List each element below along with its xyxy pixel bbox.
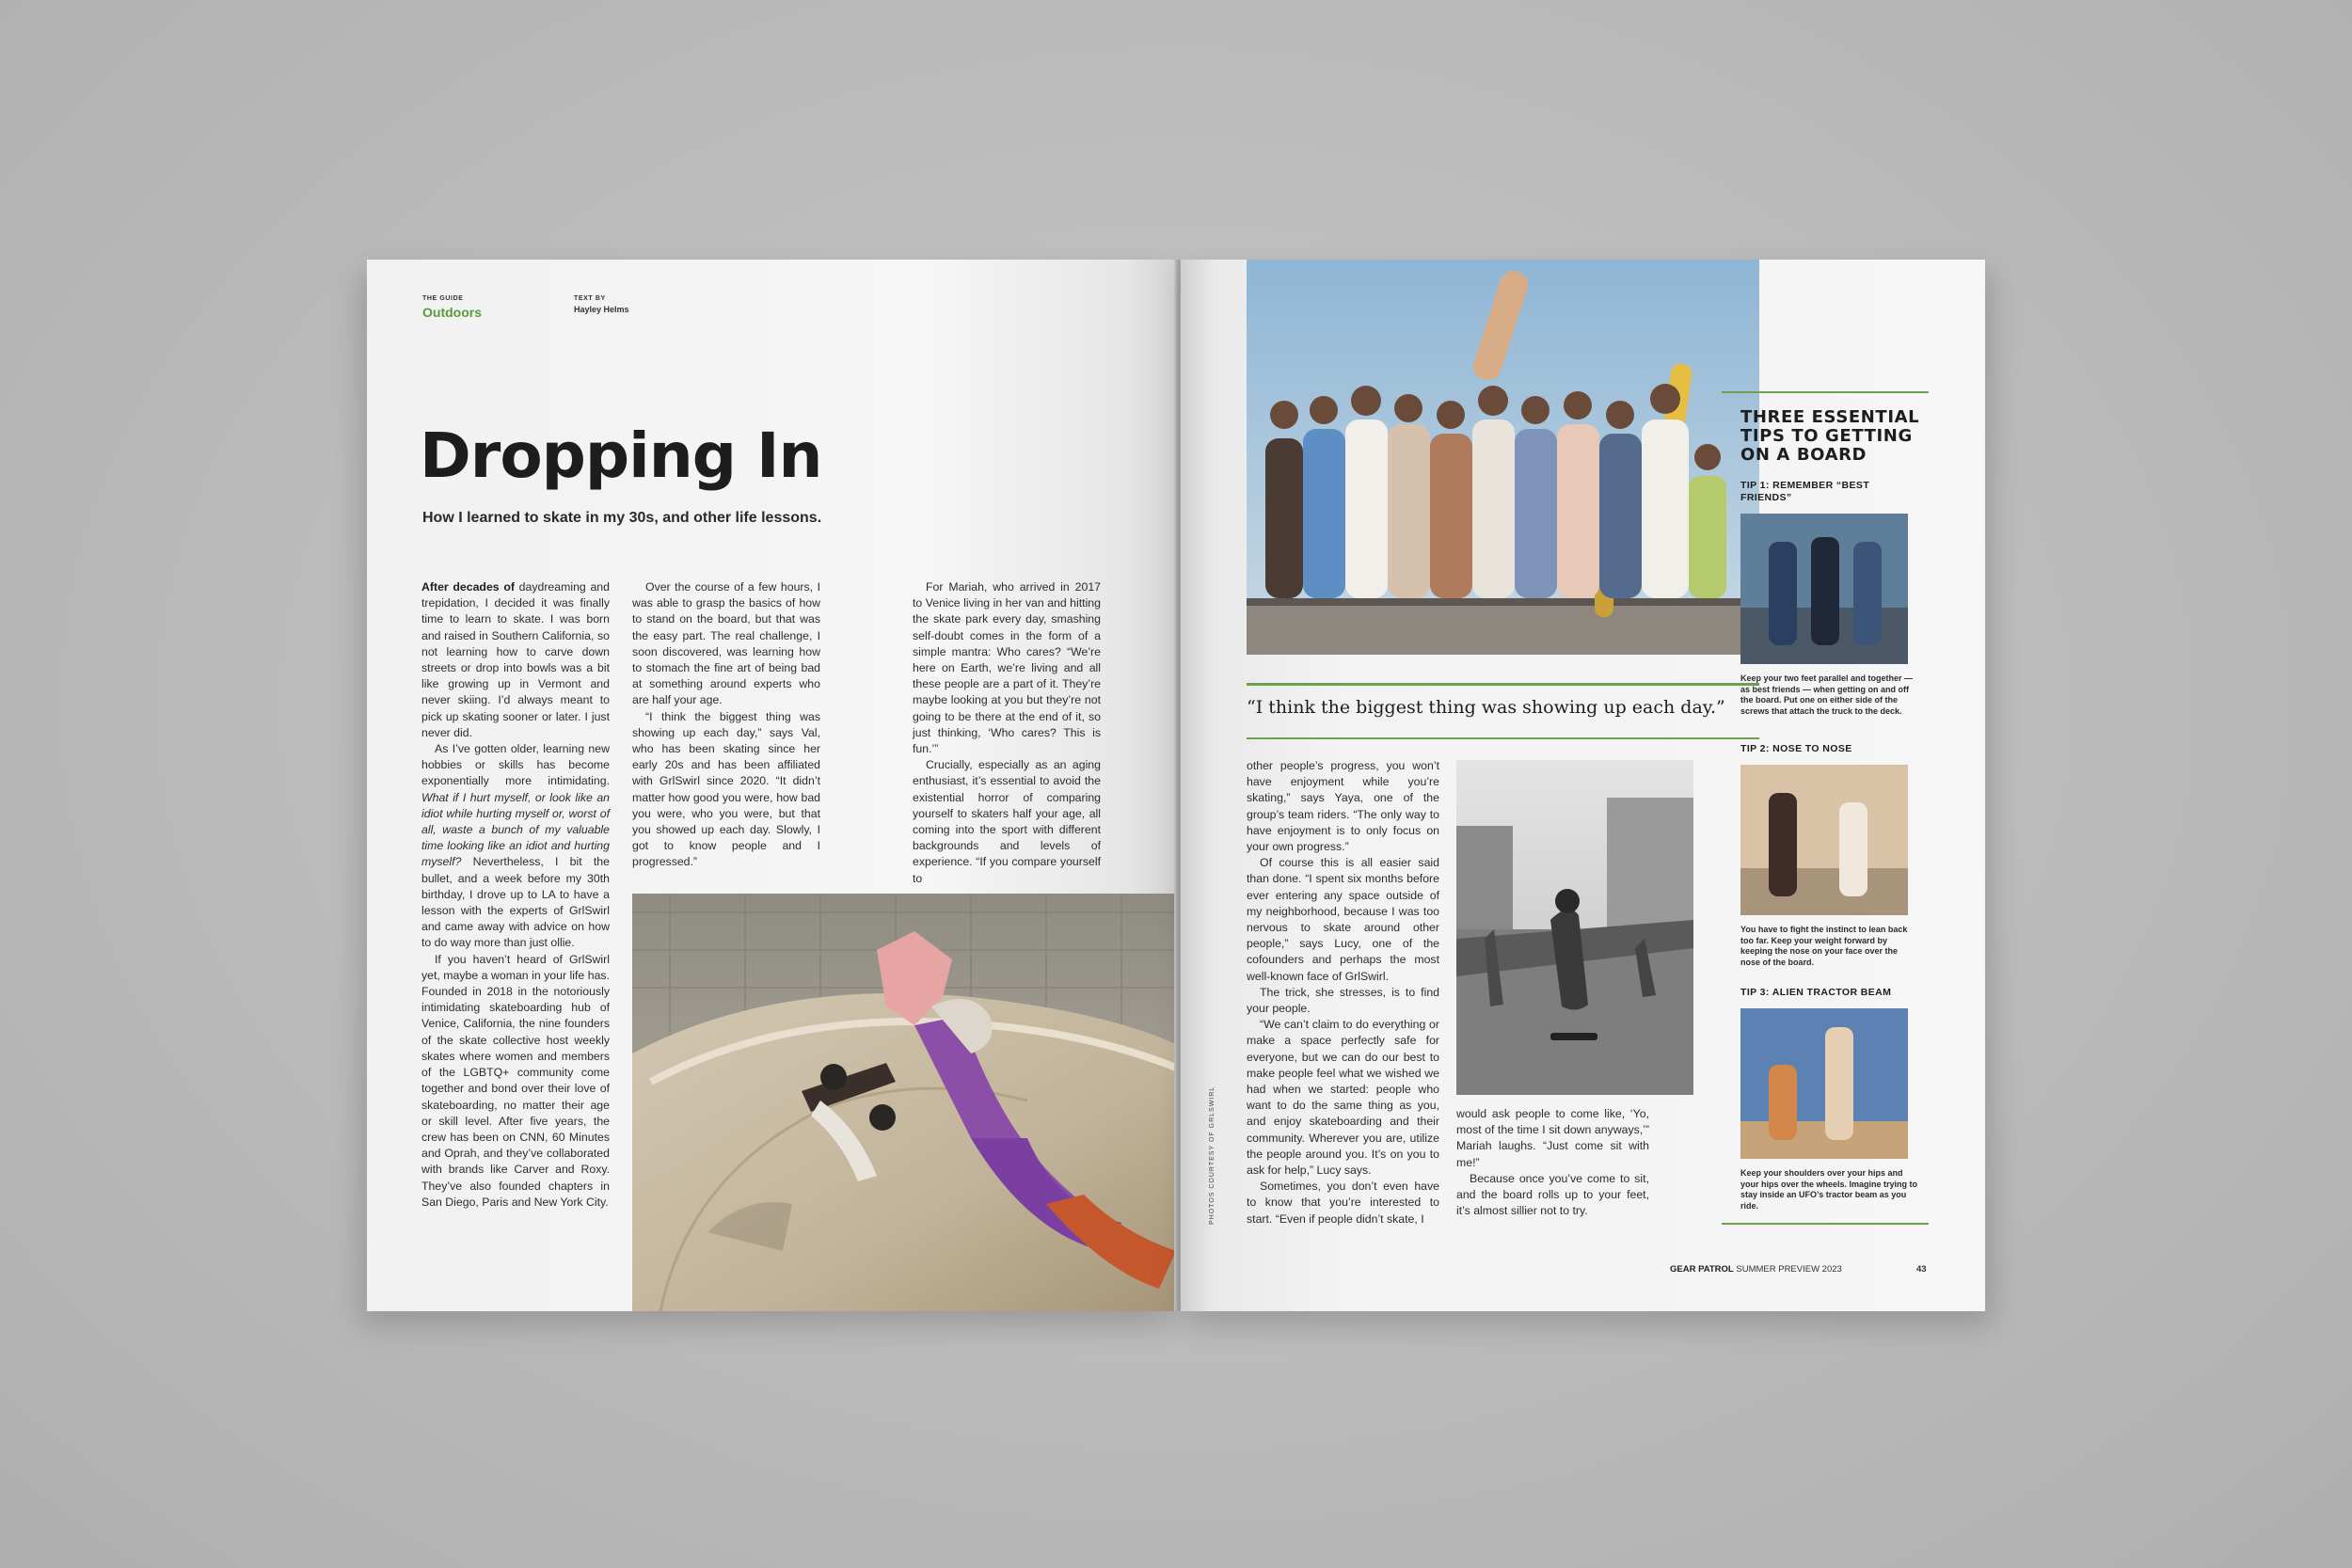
article-dek: How I learned to skate in my 30s, and other life lessons. bbox=[422, 510, 822, 526]
tip-2 bbox=[1740, 743, 1919, 968]
paragraph: Of course this is all easier said than done. “I spent six months before ever entering any space outside of my neighborhood, because I was too nervous to skate around other people,” says Lucy, one of the cofounders and perhaps the most well-known face of GrlSwirl. bbox=[1247, 856, 1439, 983]
byline-name: Hayley Helms bbox=[574, 305, 629, 314]
tip-text: Keep your shoulders over your hips and your hips over the wheels. Imagine trying to stay inside an UFO’s tractor beam as you ride. bbox=[1740, 1168, 1918, 1211]
paragraph: Because once you’ve come to sit, and the board rolls up to your feet, it’s almost sillier not to try. bbox=[1456, 1171, 1649, 1218]
paragraph: Sometimes, you don’t even have to know that you’re interested to start. “Even if people didn’t skate, I bbox=[1247, 1180, 1439, 1226]
group-photo bbox=[1247, 260, 1759, 655]
sidebar-rule-top bbox=[1722, 391, 1929, 393]
pull-quote-rule-bottom bbox=[1247, 737, 1759, 739]
folio bbox=[1670, 1264, 1842, 1275]
paragraph: The trick, she stresses, is to find your people. bbox=[1247, 985, 1439, 1016]
right-page bbox=[1181, 260, 1985, 1311]
paragraph: would ask people to come like, ‘Yo, most of the time I sit down anyways,’” Mariah laughs. “Just come sit with me!” bbox=[1456, 1107, 1649, 1169]
tip-3 bbox=[1740, 987, 1919, 1212]
skater-bowl-photo bbox=[632, 894, 1176, 1311]
paragraph: Crucially, especially as an aging enthusiast, it’s essential to avoid the existential horror of comparing yourself to skaters half your age, all coming into the sport with different backgrounds and levels of experience. “If you compare yourself to bbox=[913, 758, 1101, 885]
right-body-column-1 bbox=[1247, 758, 1439, 1227]
body-column-2 bbox=[632, 579, 820, 871]
tip-heading: TIP 1: REMEMBER “BEST FRIENDS” bbox=[1740, 480, 1870, 503]
byline-label: TEXT BY bbox=[574, 295, 606, 302]
tip-heading: TIP 3: ALIEN TRACTOR BEAM bbox=[1740, 987, 1892, 998]
section-label: Outdoors bbox=[422, 305, 482, 320]
guide-kicker: THE GUIDE bbox=[422, 295, 464, 302]
paragraph: After decades of daydreaming and trepidation, I decided it was finally time to learn to skate. I was born and raised in Southern California, so not learning how to carve down streets or drop into bowls was a bit like growing up in Vermont and never skiing. I’d always meant to pick up skating sooner or later. I just never did. bbox=[421, 580, 610, 739]
paragraph: For Mariah, who arrived in 2017 to Venice living in her van and hitting the skate park every day, smashing self-doubt comes in the form of a simple mantra: Who cares? “We’re here on Earth, we’re living and all these people are a part of it. They’re maybe looking at you but they’re not going to be there at the end of it, so just thinking, ‘Who cares? This is fun.’” bbox=[913, 580, 1101, 756]
pull-quote: “I think the biggest thing was showing up each day.” bbox=[1247, 697, 1725, 718]
skater-bowl-image bbox=[632, 894, 1176, 1311]
body-column-3 bbox=[913, 579, 1101, 887]
sidebar-rule-bottom bbox=[1722, 1223, 1929, 1225]
tip-text: You have to fight the instinct to lean back too far. Keep your weight forward by keeping the nose on your face over the nose of the board. bbox=[1740, 925, 1908, 967]
issue-label: SUMMER PREVIEW 2023 bbox=[1733, 1264, 1842, 1275]
tip-1 bbox=[1740, 480, 1919, 717]
pull-quote-rule-top bbox=[1247, 683, 1759, 686]
tip-text: Keep your two feet parallel and together — as best friends — when getting on and off the board. Put one on either side of the screws that attach the truck to the deck. bbox=[1740, 673, 1914, 716]
group-image bbox=[1247, 260, 1759, 655]
sidebar-title: THREE ESSENTIAL TIPS TO GETTING ON A BOARD bbox=[1740, 407, 1920, 465]
article-title: Dropping In bbox=[420, 420, 822, 492]
paragraph: As I’ve gotten older, learning new hobbies or skills has become exponentially more intimidating. What if I hurt myself, or look like an idiot while hurting myself or, worst of all, waste a bunch of my valuable time looking like an idiot and hurting myself? Nevertheless, I bit the bullet, and a week before my 30th birthday, I drove up to LA to have a lesson with the experts of GrlSwirl and came away with advice on how to do way more than just ollie. bbox=[421, 742, 610, 950]
tip-2-photo bbox=[1740, 765, 1908, 915]
paragraph: Over the course of a few hours, I was able to grasp the basics of how to stand on the board, but that was the easy part. The real challenge, I soon discovered, was learning how to stomach the fine art of being bad at something around experts who are half your age. bbox=[632, 580, 820, 707]
paragraph: “We can’t claim to do everything or make a space perfectly safe for everyone, but we can do our best to make people feel what we wished we had when we started: people who want to do the same thing as you, and enjoy skateboarding and their community. Wherever you are, utilize the people around you. It’s on you to ask for help,” Lucy says. bbox=[1247, 1018, 1439, 1178]
magazine-brand: GEAR PATROL bbox=[1670, 1264, 1734, 1275]
page-number: 43 bbox=[1916, 1264, 1927, 1275]
body-column-1 bbox=[421, 579, 610, 1211]
tip-heading: TIP 2: NOSE TO NOSE bbox=[1740, 743, 1852, 754]
tip-3-photo bbox=[1740, 1008, 1908, 1159]
paragraph: “I think the biggest thing was showing up each day,” says Val, who has been skating since her early 20s and has been affiliated with GrlSwirl since 2020. “It didn’t matter how good you were, how bad you were, who you were, but that you showed up each day. Slowly, I got to know people and I progressed.” bbox=[632, 709, 820, 869]
street-skate-image bbox=[1456, 760, 1693, 1095]
photo-credit: PHOTOS COURTESY OF GRLSWIRL bbox=[1209, 1085, 1216, 1225]
right-body-column-2 bbox=[1456, 1106, 1649, 1219]
street-skate-photo bbox=[1456, 760, 1693, 1095]
left-page bbox=[367, 260, 1176, 1311]
paragraph: other people’s progress, you won’t have enjoyment while you’re skating,” says Yaya, one of the group’s team riders. “The only way to have enjoyment is to only focus on your own progress.” bbox=[1247, 759, 1439, 854]
paragraph: If you haven’t heard of GrlSwirl yet, maybe a woman in your life has. Founded in 2018 in the notoriously intimidating skateboarding hub of Venice, California, the nine founders of the skate collective host weekly skates where women and members of the LGBTQ+ community come together and bond over their love of skateboarding, no matter their age or skill level. After five years, the crew has been on CNN, 60 Minutes and Oprah, and they’ve collaborated with brands like Carver and Roxy. They’ve also founded chapters in San Diego, Paris and New York City. bbox=[421, 952, 610, 1209]
tip-1-photo bbox=[1740, 514, 1908, 664]
